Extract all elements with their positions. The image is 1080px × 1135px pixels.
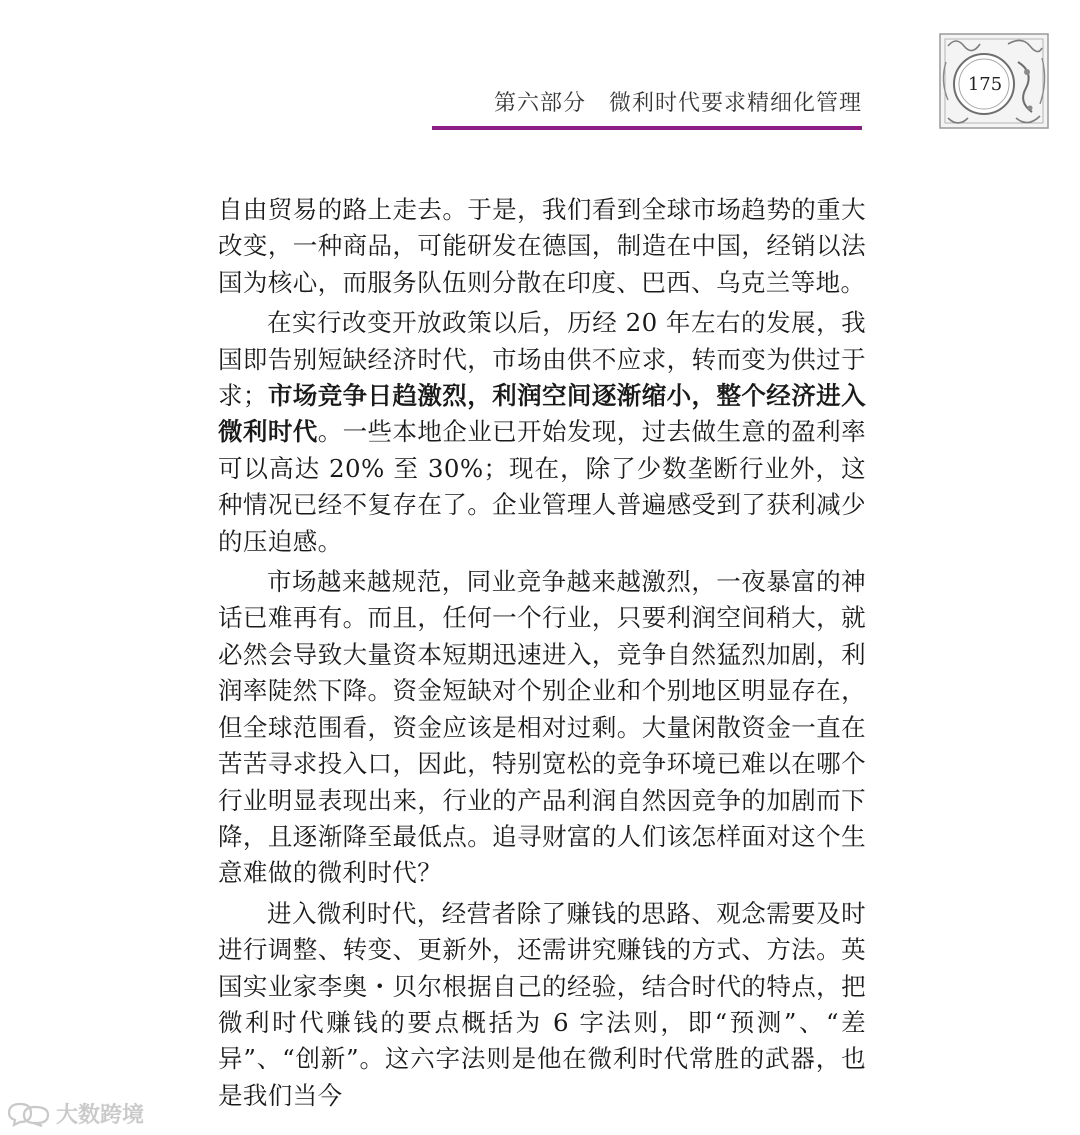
paragraph xyxy=(218,564,866,892)
page-number: 175 xyxy=(967,74,1003,95)
body-text xyxy=(218,192,866,1118)
text-segment: 进入微利时代，经营者除了赚钱的思路、观念需要及时进行调整、转变、更新外，还需讲究赚钱的方式、方法。英国实业家李奥・贝尔根据自己的经验，结合时代的特点，把微利时代赚钱的要点概括为 6 字法则，即“预测”、“差异”、“创新”。这六字法则是他在微利时代常胜的武器，也是我们当今 xyxy=(218,898,866,1110)
watermark-text: 大数跨境 xyxy=(56,1103,145,1128)
text-segment: 。一些本地企业已开始发现，过去做生意的盈利率可以高达 20% 至 30%；现在，除了少数垄断行业外，这种情况已经不复存在了。企业管理人普遍感受到了获利减少的压迫感。 xyxy=(218,417,866,556)
chat-bubble-icon xyxy=(6,1101,52,1127)
chapter-title: 第六部分 微利时代要求精细化管理 xyxy=(493,91,862,116)
text-segment: 市场越来越规范，同业竞争越来越激烈，一夜暴富的神话已难再有。而且，任何一个行业，只要利润空间稍大，就必然会导致大量资本短期迅速进入，竞争自然猛烈加剧，利润率陡然下降。资金短缺对个别企业和个别地区明显存在，但全球范围看，资金应该是相对过剩。大量闲散资金一直在苦苦寻求投入口，因此，特别宽松的竞争环境已难以在哪个行业明显表现出来，行业的产品利润自然因竞争的加剧而下降，且逐渐降至最低点。追寻财富的人们该怎样面对这个生意难做的微利时代？ xyxy=(218,567,866,888)
paragraph xyxy=(218,305,866,560)
header-rule xyxy=(432,126,862,130)
watermark xyxy=(6,1098,144,1129)
text-segment: 自由贸易的路上走去。于是，我们看到全球市场趋势的重大改变，一种商品，可能研发在德国，制造在中国，经销以法国为核心，而服务队伍则分散在印度、巴西、乌克兰等地。 xyxy=(218,195,866,297)
paragraph xyxy=(218,896,866,1114)
text-segment: 在实行改变开放政策以后，历经 20 年左右的发展，我国即告别短缺经济时代，市场由供不应求，转而变为供过于求； xyxy=(218,308,866,411)
bold-text-segment: 市场竞争日趋激烈，利润空间逐渐缩小，整个经济进入微利时代 xyxy=(218,381,866,447)
paragraph xyxy=(218,192,866,301)
